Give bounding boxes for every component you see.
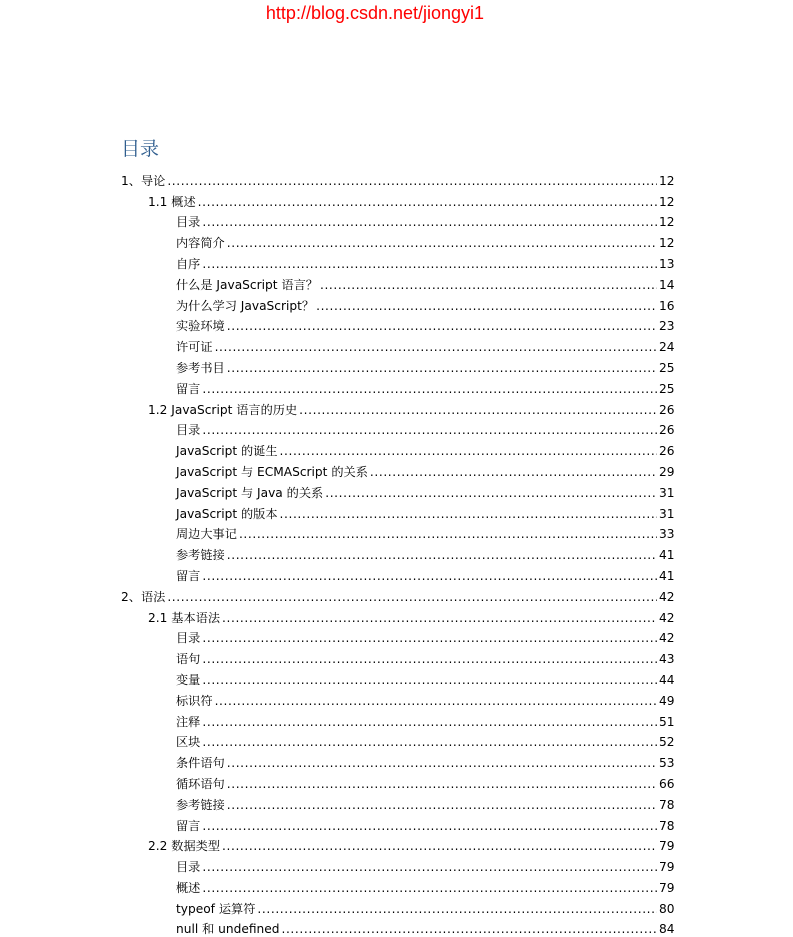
toc-entry-text: JavaScript 与 Java 的关系 (176, 485, 324, 500)
toc-entry-text: 许可证 (176, 340, 213, 355)
toc-entry-text: 为什么学习 JavaScript？ (176, 298, 315, 313)
toc-entry[interactable] (0, 314, 793, 335)
toc-entry[interactable] (0, 813, 793, 834)
toc-dot-leader (202, 714, 657, 730)
toc-dot-leader (320, 277, 657, 293)
toc-dot-leader (167, 589, 657, 605)
toc-entry-text: 1、导论 (121, 173, 166, 188)
toc-page-number: 53 (659, 756, 675, 771)
toc-page-number: 78 (659, 797, 675, 812)
toc-page-number: 26 (659, 444, 675, 459)
toc-dot-leader (202, 818, 657, 834)
toc-page-number: 49 (659, 693, 675, 708)
toc-page-number: 52 (659, 735, 675, 750)
toc-entry-text: 留言 (176, 818, 201, 833)
toc-dot-leader (202, 422, 657, 438)
toc-entry-text: 目录 (176, 860, 201, 875)
toc-entry[interactable] (0, 397, 793, 418)
toc-page-number: 42 (659, 610, 675, 625)
toc-page-number: 41 (659, 568, 675, 583)
toc-entry-text: 目录 (176, 423, 201, 438)
toc-dot-leader (227, 755, 657, 771)
toc-entry[interactable] (0, 709, 793, 730)
toc-entry[interactable] (0, 251, 793, 272)
toc-entry[interactable] (0, 334, 793, 355)
toc-dot-leader (222, 838, 657, 854)
toc-dot-leader (325, 485, 657, 501)
toc-entry[interactable] (0, 480, 793, 501)
toc-dot-leader (281, 921, 657, 937)
toc-page-number: 66 (659, 776, 675, 791)
toc-page-number: 24 (659, 340, 675, 355)
toc-entry[interactable] (0, 168, 793, 189)
toc-list (0, 168, 793, 937)
toc-dot-leader (202, 256, 657, 272)
toc-entry-text: 语句 (176, 652, 201, 667)
toc-entry-text: 周边大事记 (176, 527, 237, 542)
toc-dot-leader (227, 360, 657, 376)
toc-entry-text: JavaScript 与 ECMAScript 的关系 (176, 464, 368, 479)
toc-dot-leader (202, 880, 657, 896)
toc-title: 目录 (121, 138, 160, 160)
toc-entry[interactable] (0, 750, 793, 771)
toc-page-number: 42 (659, 631, 675, 646)
toc-entry[interactable] (0, 563, 793, 584)
toc-entry-text: typeof 运算符 (176, 901, 256, 916)
toc-entry[interactable] (0, 230, 793, 251)
toc-entry-text: 概述 (176, 880, 201, 895)
toc-dot-leader (222, 610, 657, 626)
toc-entry[interactable] (0, 189, 793, 210)
toc-entry-text: 1.1 概述 (148, 194, 196, 209)
toc-page-number: 51 (659, 714, 675, 729)
toc-page-number: 29 (659, 464, 675, 479)
toc-entry[interactable] (0, 438, 793, 459)
toc-page-number: 78 (659, 818, 675, 833)
toc-entry[interactable] (0, 792, 793, 813)
toc-dot-leader (227, 797, 657, 813)
toc-entry[interactable] (0, 272, 793, 293)
toc-page-number: 80 (659, 901, 675, 916)
toc-page-number: 43 (659, 652, 675, 667)
toc-entry[interactable] (0, 854, 793, 875)
toc-entry-text: 2.2 数据类型 (148, 839, 221, 854)
toc-page-number: 84 (659, 922, 675, 937)
toc-entry[interactable] (0, 605, 793, 626)
toc-dot-leader (227, 318, 657, 334)
toc-entry[interactable] (0, 917, 793, 937)
toc-entry[interactable] (0, 459, 793, 480)
toc-entry[interactable] (0, 875, 793, 896)
toc-page-number: 79 (659, 860, 675, 875)
toc-page-number: 14 (659, 277, 675, 292)
toc-page-number: 13 (659, 256, 675, 271)
toc-dot-leader (227, 776, 657, 792)
toc-entry-text: 循环语句 (176, 776, 225, 791)
toc-entry[interactable] (0, 667, 793, 688)
toc-dot-leader (167, 173, 657, 189)
toc-dot-leader (370, 464, 657, 480)
toc-dot-leader (316, 298, 657, 314)
toc-entry-text: JavaScript 的诞生 (176, 444, 278, 459)
toc-entry-text: 注释 (176, 714, 201, 729)
toc-dot-leader (280, 443, 657, 459)
toc-page-number: 31 (659, 506, 675, 521)
toc-entry-text: 目录 (176, 215, 201, 230)
toc-dot-leader (202, 859, 657, 875)
toc-page-number: 12 (659, 215, 675, 230)
toc-entry-text: 条件语句 (176, 756, 225, 771)
toc-entry-text: 自序 (176, 256, 201, 271)
toc-dot-leader (198, 194, 657, 210)
toc-entry[interactable] (0, 626, 793, 647)
toc-page-number: 44 (659, 672, 675, 687)
toc-page-number: 12 (659, 173, 675, 188)
toc-dot-leader (202, 672, 657, 688)
toc-entry[interactable] (0, 646, 793, 667)
toc-page-number: 25 (659, 381, 675, 396)
toc-entry-text: 2、语法 (121, 589, 166, 604)
toc-dot-leader (202, 630, 657, 646)
toc-dot-leader (202, 734, 657, 750)
toc-entry-text: 什么是 JavaScript 语言？ (176, 277, 318, 292)
toc-entry[interactable] (0, 730, 793, 751)
toc-page-number: 79 (659, 880, 675, 895)
toc-entry[interactable] (0, 542, 793, 563)
toc-page-number: 23 (659, 319, 675, 334)
toc-entry[interactable] (0, 418, 793, 439)
toc-entry-text: 标识符 (176, 693, 213, 708)
toc-page-number: 12 (659, 194, 675, 209)
toc-entry[interactable] (0, 834, 793, 855)
toc-entry-text: 参考链接 (176, 548, 225, 563)
toc-entry[interactable] (0, 688, 793, 709)
toc-dot-leader (202, 214, 657, 230)
toc-page-number: 12 (659, 236, 675, 251)
toc-entry-text: 实验环境 (176, 319, 225, 334)
toc-dot-leader (202, 381, 657, 397)
toc-page-number: 26 (659, 402, 675, 417)
toc-page-number: 42 (659, 589, 675, 604)
toc-entry-text: 参考书目 (176, 360, 225, 375)
toc-entry-text: null 和 undefined (176, 922, 280, 937)
toc-page-number: 41 (659, 548, 675, 563)
toc-entry-text: 内容简介 (176, 236, 225, 251)
toc-dot-leader (280, 506, 657, 522)
toc-entry-text: 区块 (176, 735, 201, 750)
toc-page-number: 16 (659, 298, 675, 313)
toc-dot-leader (257, 901, 657, 917)
toc-entry[interactable] (0, 771, 793, 792)
toc-dot-leader (227, 547, 657, 563)
toc-dot-leader (239, 526, 657, 542)
toc-entry[interactable] (0, 355, 793, 376)
toc-entry-text: 1.2 JavaScript 语言的历史 (148, 402, 298, 417)
toc-entry[interactable] (0, 210, 793, 231)
toc-page-number: 79 (659, 839, 675, 854)
toc-page-number: 26 (659, 423, 675, 438)
toc-entry[interactable] (0, 293, 793, 314)
toc-entry-text: 目录 (176, 631, 201, 646)
toc-entry-text: 2.1 基本语法 (148, 610, 221, 625)
toc-dot-leader (215, 693, 657, 709)
toc-entry-text: 参考链接 (176, 797, 225, 812)
toc-entry[interactable] (0, 584, 793, 605)
toc-dot-leader (202, 651, 657, 667)
toc-dot-leader (299, 402, 657, 418)
toc-entry[interactable] (0, 376, 793, 397)
toc-entry-text: 变量 (176, 672, 201, 687)
toc-page-number: 25 (659, 360, 675, 375)
header-url-link[interactable]: http://blog.csdn.net/jiongyi1 (265, 3, 485, 23)
toc-entry[interactable] (0, 896, 793, 917)
toc-entry[interactable] (0, 501, 793, 522)
toc-dot-leader (202, 568, 657, 584)
toc-entry[interactable] (0, 522, 793, 543)
toc-page-number: 33 (659, 527, 675, 542)
toc-page-number: 31 (659, 485, 675, 500)
toc-entry-text: 留言 (176, 381, 201, 396)
toc-entry-text: 留言 (176, 568, 201, 583)
toc-dot-leader (227, 235, 657, 251)
toc-entry-text: JavaScript 的版本 (176, 506, 278, 521)
toc-dot-leader (215, 339, 657, 355)
